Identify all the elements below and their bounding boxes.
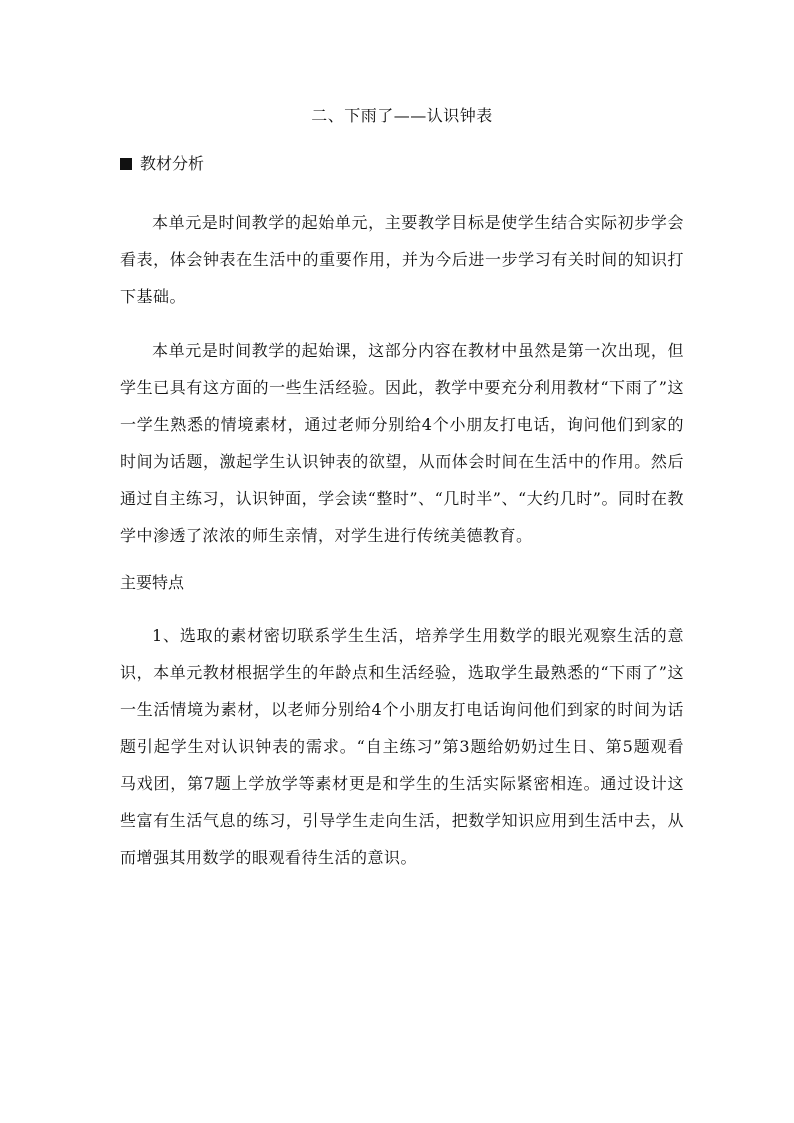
subheading: 主要特点 [120,573,185,592]
paragraph: 本单元是时间教学的起始课，这部分内容在教材中虽然是第一次出现，但学生已具有这方面的一些生活经验。因此，教学中要充分利用教材“下雨了”这一学生熟悉的情境素材，通过老师分别给4个小朋友打电话，询问他们到家的时间为话题，激起学生认识钟表的欲望，从而体会时间在生活中的作用。然后通过自主练习，认识钟面，学会读“整时”、“几时半”、“大约几时”。同时在教学中渗透了浓浓的师生亲情，对学生进行传统美德教育。 [120,341,684,545]
section-heading-text: 教材分析 [140,154,205,173]
feature-paragraph: 1、选取的素材密切联系学生生活，培养学生用数学的眼光观察生活的意识，本单元教材根据学生的年龄点和生活经验，选取学生最熟悉的“下雨了”这一生活情境为素材，以老师分别给4个小朋友打电话询问他们到家的时间为话题引起学生对认识钟表的需求。“自主练习”第3题给奶奶过生日、第5题观看马戏团，第7题上学放学等素材更是和学生的生活实际紧密相连。通过设计这些富有生活气息的练习，引导学生走向生活，把数学知识应用到生活中去，从而增强其用数学的眼观看待生活的意识。 [120,626,684,867]
section-heading [120,152,684,176]
document-title: 二、下雨了——认识钟表 [311,106,493,125]
square-bullet-icon [120,158,132,170]
paragraph: 本单元是时间教学的起始单元，主要教学目标是使学生结合实际初步学会看表，体会钟表在生活中的重要作用，并为今后进一步学习有关时间的知识打下基础。 [120,213,684,306]
